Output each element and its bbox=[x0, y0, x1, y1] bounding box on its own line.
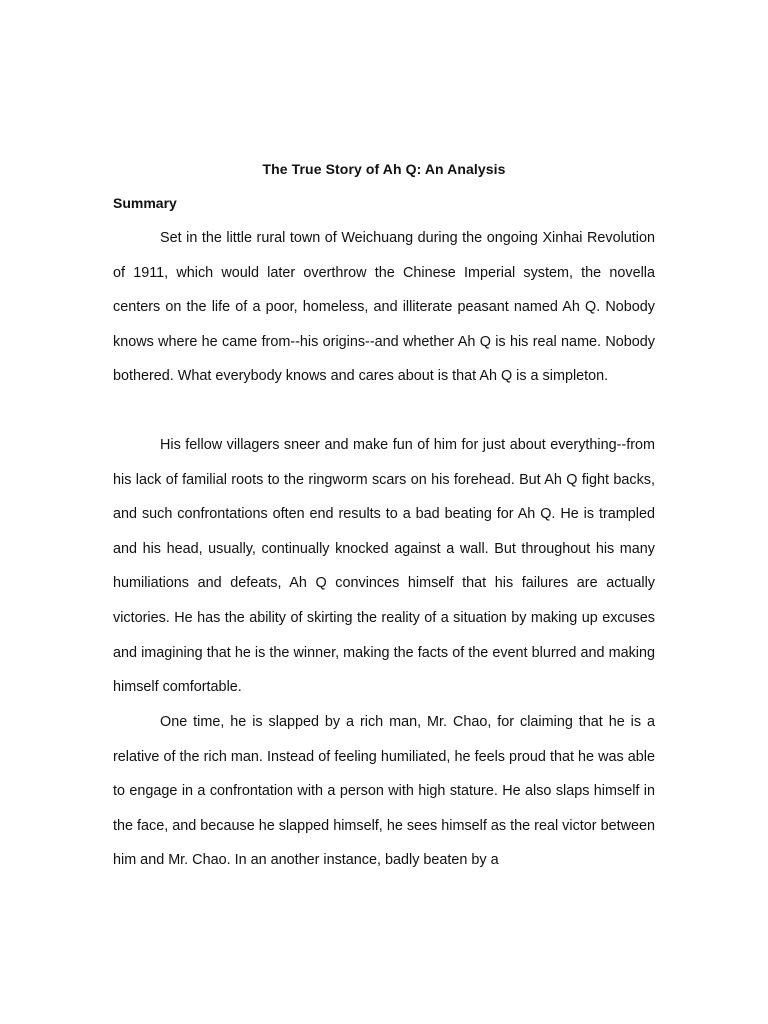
section-heading: Summary bbox=[113, 195, 177, 211]
document-title: The True Story of Ah Q: An Analysis bbox=[262, 161, 506, 177]
paragraph-3: One time, he is slapped by a rich man, Mr. Chao, for claiming that he is a relative of the rich man. Instead of feeling humiliated, he feels proud that he was able to engage in a confrontation with a person with high stature. He also slaps himself in the face, and because he slapped himself, he sees himself as the real victor between him and Mr. Chao. In an another instance, badly beaten by a bbox=[113, 714, 655, 869]
paragraph-1: Set in the little rural town of Weichuang during the ongoing Xinhai Revolution of 1911, which would later overthrow the Chinese Imperial system, the novella centers on the life of a poor, homeless, and illiterate peasant named Ah Q. Nobody knows where he came from--his origins--and whether Ah Q is his real name. Nobody bothered. What everybody knows and cares about is that Ah Q is a simpleton. bbox=[113, 230, 655, 385]
paragraph-2: His fellow villagers sneer and make fun of him for just about everything--from his lack of familial roots to the ringworm scars on his forehead. But Ah Q fight backs, and such confrontations often end results to a bad beating for Ah Q. He is trampled and his head, usually, continually knocked against a wall. But throughout his many humiliations and defeats, Ah Q convinces himself that his failures are actually victories. He has the ability of skirting the reality of a situation by making up excuses and imagining that he is the winner, making the facts of the event blurred and making himself comfortable. bbox=[113, 437, 655, 696]
